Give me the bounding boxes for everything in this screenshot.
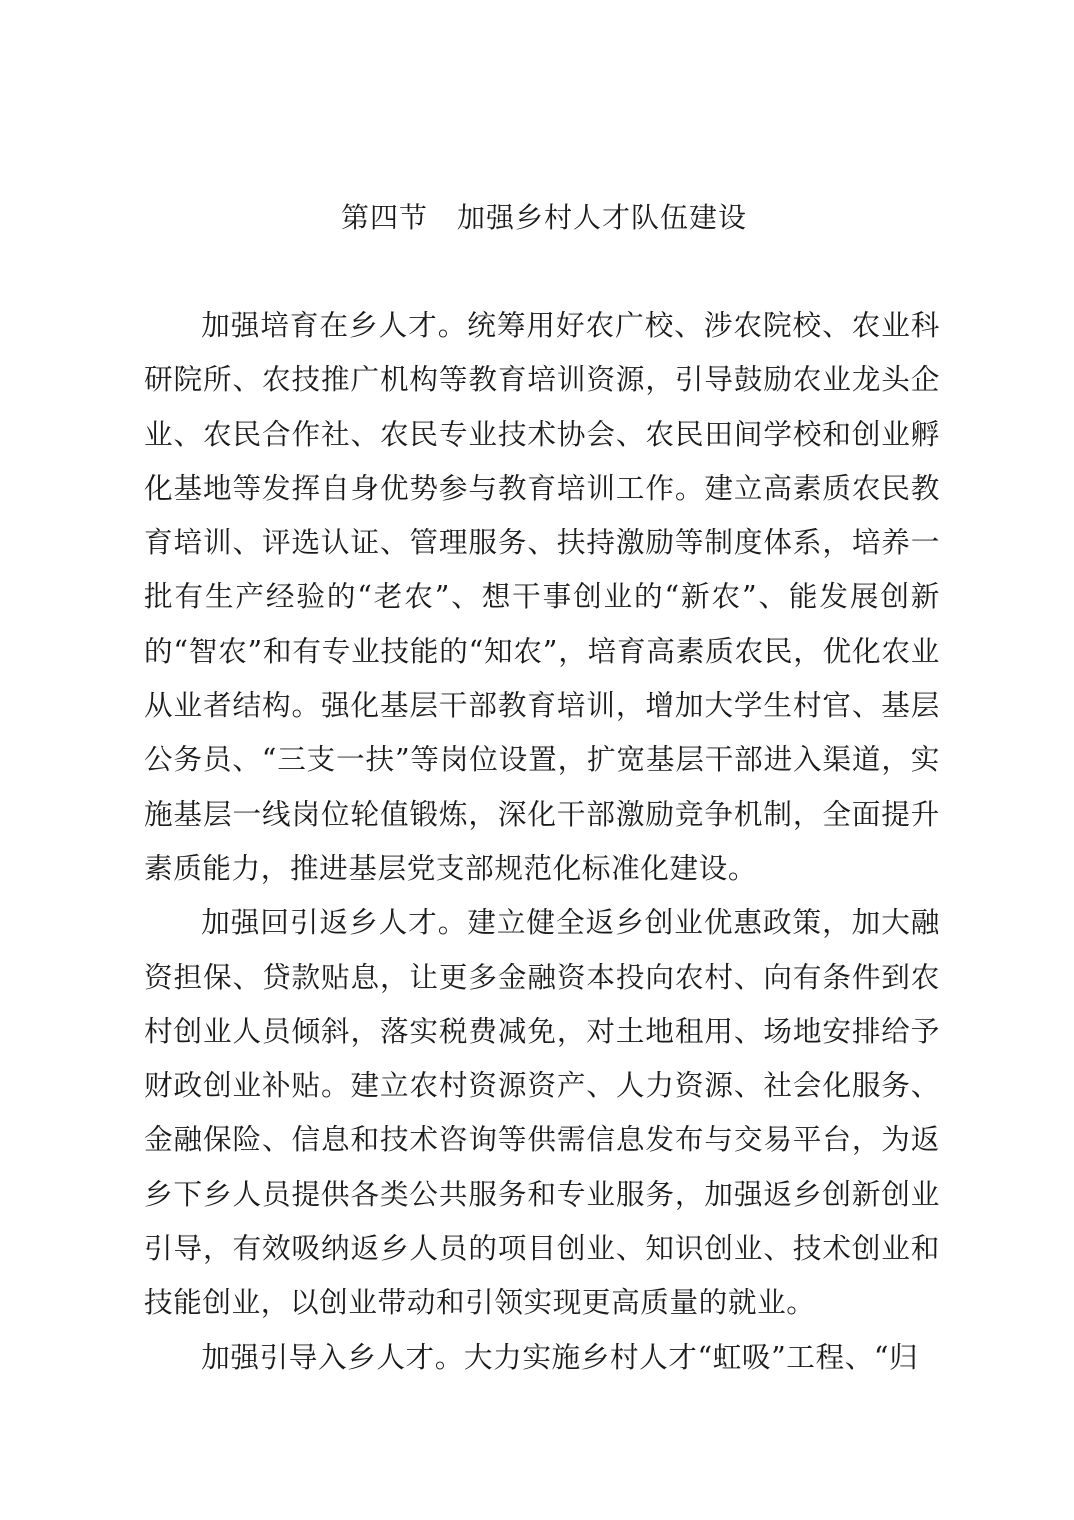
paragraph-attract-returning-talent: 加强回引返乡人才。建立健全返乡创业优惠政策，加大融资担保、贷款贴息，让更多金融资本投向农村、向有条件到农村创业人员倾斜，落实税费减免，对土地租用、场地安排给予财政创业补贴。建立农村资源资产、人力资源、社会化服务、金融保险、信息和技术咨询等供需信息发布与交易平台，为返乡下乡人员提供各类公共服务和专业服务，加强返乡创新创业引导，有效吸纳返乡人员的项目创业、知识创业、技术创业和技能创业，以创业带动和引领实现更高质量的就业。: [144, 905, 940, 1320]
section-title: 第四节 加强乡村人才队伍建设: [340, 201, 747, 234]
paragraph-introduce-incoming-talent: 加强引导入乡人才。大力实施乡村人才“虹吸”工程、“归: [201, 1339, 919, 1374]
paragraph-cultivate-local-talent: 加强培育在乡人才。统筹用好农广校、涉农院校、农业科研院所、农技推广机构等教育培训资源，引导鼓励农业龙头企业、农民合作社、农民专业技术协会、农民田间学校和创业孵化基地等发挥自身优势参与教育培训工作。建立高素质农民教育培训、评选认证、管理服务、扶持激励等制度体系，培养一批有生产经验的“老农”、想干事创业的“新农”、能发展创新的“智农”和有专业技能的“知农”，培育高素质农民，优化农业从业者结构。强化基层干部教育培训，增加大学生村官、基层公务员、“三支一扶”等岗位设置，扩宽基层干部进入渠道，实施基层一线岗位轮值锻炼，深化干部激励竞争机制，全面提升素质能力，推进基层党支部规范化标准化建设。: [144, 308, 940, 885]
body-text: [144, 298, 940, 1384]
